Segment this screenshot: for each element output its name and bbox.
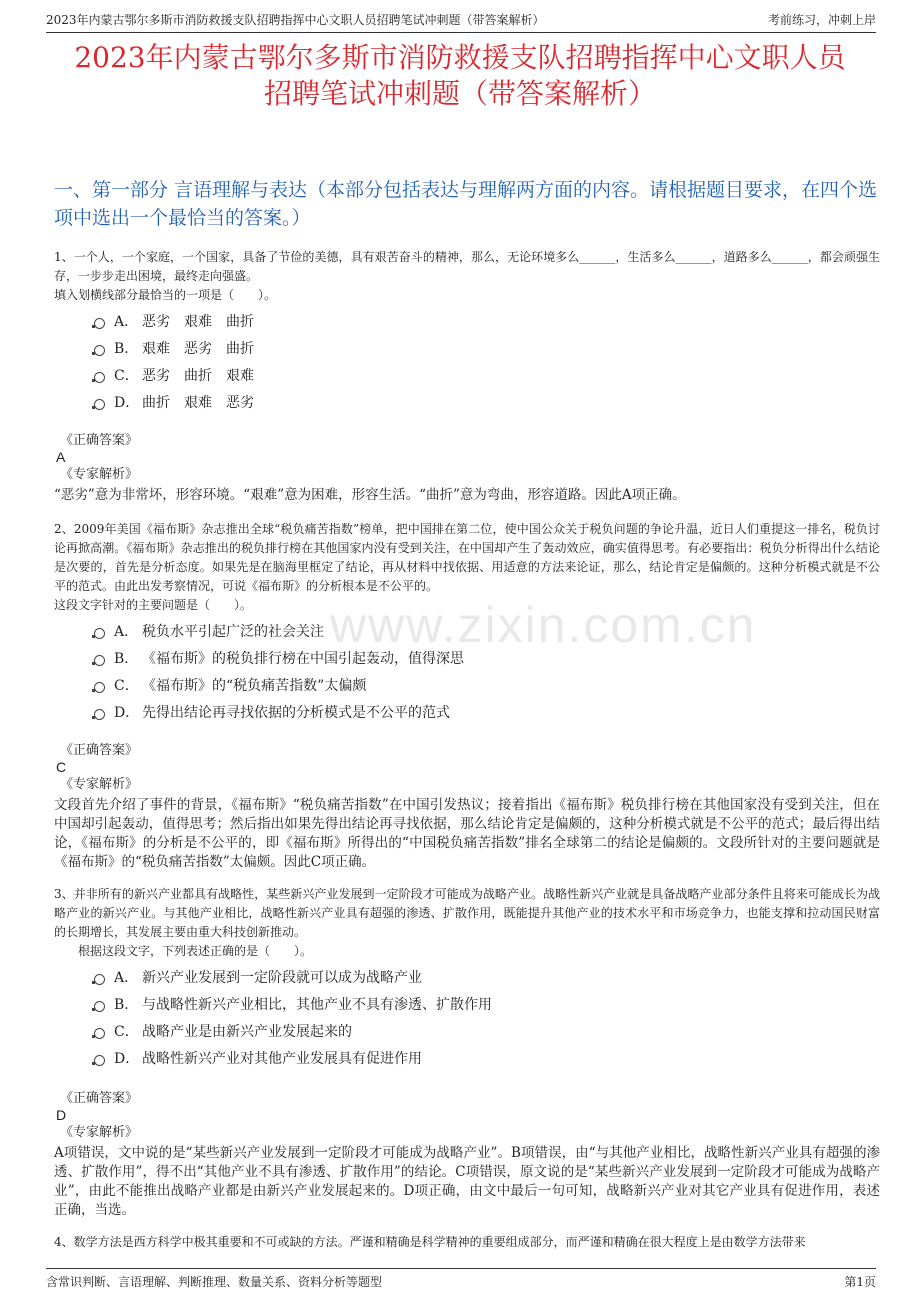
radio-icon[interactable] [94,1055,105,1066]
radio-icon[interactable] [94,682,105,693]
question-prompt: 填入划横线部分最恰当的一项是（ ）。 [54,288,277,302]
radio-icon[interactable] [94,655,105,666]
question-prompt: 根据这段文字，下列表述正确的是（ ）。 [78,944,313,958]
option-a[interactable]: A． 税负水平引起广泛的社会关注 [54,619,880,646]
option-text: 《福布斯》的“税负痛苦指数”太偏颇 [142,678,367,694]
answer-block-3 [54,1090,880,1141]
option-text: 与战略性新兴产业相比，其他产业不具有渗透、扩散作用 [142,997,492,1013]
answer-value: A [56,449,66,465]
footer-question-types: 含常识判断、言语理解、判断推理、数量关系、资料分析等题型 [46,1275,383,1289]
option-d[interactable]: D． 曲折 艰难 恶劣 [54,390,880,417]
option-b[interactable]: B． 与战略性新兴产业相比，其他产业不具有渗透、扩散作用 [54,992,880,1019]
document-title [30,40,890,112]
question-stem [54,248,880,305]
radio-icon[interactable] [94,372,105,383]
radio-icon[interactable] [94,318,105,329]
question-stem [54,885,880,961]
option-text: 税负水平引起广泛的社会关注 [142,624,324,640]
analysis-text-3: A项错误，文中说的是“某些新兴产业发展到一定阶段才可能成为战略产业”。B项错误，由“与其他产业相比，战略性新兴产业具有超强的渗透、扩散作用”，得不出“其他产业不具有渗透、扩散作用”的结论。C项错误，原文说的是“某些新兴产业发展到一定阶段才可能成为战略产业”，由此不能推出战略产业都是由新兴产业发展起来的。D项正确，由文中最后一句可知，战略新兴产业对其它产业具有促进作用，表述正确，当选。 [54,1145,880,1218]
question-stem-text: 1、一个人，一个家庭，一个国家，具备了节俭的美德，具有艰苦奋斗的精神，那么，无论环境多么______，生活多么______，道路多么______，都会顽强生存，一步步走出困境，最终走向强盛。 [54,250,880,283]
analysis-label: 《专家解析》 [60,777,139,792]
question-1 [54,248,880,417]
options-list [54,619,880,727]
question-stem [54,520,880,615]
title-line-1: 2023年内蒙古鄂尔多斯市消防救援支队招聘指挥中心文职人员 [74,41,846,74]
page-header [46,10,876,33]
header-slogan: 考前练习，冲刺上岸 [767,13,876,27]
option-text: 《福布斯》的税负排行榜在中国引起轰动，值得深思 [142,651,464,667]
radio-icon[interactable] [94,709,105,720]
analysis-label: 《专家解析》 [60,1125,139,1140]
answer-label: 《正确答案》 [60,433,139,448]
option-a[interactable]: A． 恶劣 艰难 曲折 [54,309,880,336]
answer-label: 《正确答案》 [60,743,139,758]
header-doc-title: 2023年内蒙古鄂尔多斯市消防救援支队招聘指挥中心文职人员招聘笔试冲刺题（带答案解析） [46,13,545,27]
watermark: www.zixin.com.cn [330,597,757,653]
option-text: 艰难 恶劣 曲折 [142,341,254,357]
analysis-text-1: “恶劣”意为非常坏，形容环境。“艰难”意为困难，形容生活。“曲折”意为弯曲，形容道路。因此A项正确。 [54,487,686,503]
question-prompt: 这段文字针对的主要问题是（ ）。 [54,598,253,612]
option-b[interactable]: B． 艰难 恶劣 曲折 [54,336,880,363]
radio-icon[interactable] [94,399,105,410]
question-3 [54,885,880,1073]
option-text: 战略性新兴产业对其他产业发展具有促进作用 [142,1051,422,1067]
option-text: 曲折 艰难 恶劣 [142,395,254,411]
analysis-text-2: 文段首先介绍了事件的背景，《福布斯》“税负痛苦指数”在中国引发热议；接着指出《福布斯》税负排行榜在其他国家没有受到关注，但在中国却引起轰动，值得思考；然后指出如果先得出结论再寻找依据，那么结论肯定是偏颇的，这种分析模式就是不公平的范式；最后得出结论，《福布斯》的分析是不公平的，即《福布斯》所得出的“中国税负痛苦指数”排名全球第二的结论是偏颇的。文段所针对的主要问题就是《福布斯》的“税负痛苦指数”太偏颇。因此C项正确。 [54,797,880,870]
radio-icon[interactable] [94,628,105,639]
option-text: 恶劣 曲折 艰难 [142,368,254,384]
radio-icon[interactable] [94,974,105,985]
question-2 [54,520,880,727]
option-text: 战略产业是由新兴产业发展起来的 [142,1024,352,1040]
title-line-2: 招聘笔试冲刺题（带答案解析） [263,77,656,110]
question-stem-text: 2、2009年美国《福布斯》杂志推出全球“税负痛苦指数”榜单，把中国排在第二位，使中国公众关于税负问题的争论升温，近日人们重提这一排名，税负讨论再掀高潮。《福布斯》杂志推出的税负排行榜在其他国家内没有受到关注，在中国却产生了轰动效应，确实值得思考。有必要指出：税负分析得出什么结论是次要的，首先是分析态度。如果先是在脑海里框定了结论，再从材料中找依据、用适意的方法来论证，那么，结论肯定是偏颇的。这种分析模式就是不公平的范式。由此出发考察情况，可说《福布斯》的分析根本是不公平的。 [54,522,880,593]
option-a[interactable]: A． 新兴产业发展到一定阶段就可以成为战略产业 [54,965,880,992]
option-c[interactable]: C． 战略产业是由新兴产业发展起来的 [54,1019,880,1046]
radio-icon[interactable] [94,1028,105,1039]
option-c[interactable]: C． 恶劣 曲折 艰难 [54,363,880,390]
option-d[interactable]: D． 战略性新兴产业对其他产业发展具有促进作用 [54,1046,880,1073]
options-list [54,965,880,1073]
option-c[interactable]: C． 《福布斯》的“税负痛苦指数”太偏颇 [54,673,880,700]
question-4-stem: 4、数学方法是西方科学中极其重要和不可或缺的方法。严谨和精确是科学精神的重要组成部分，而严谨和精确在很大程度上是由数学方法带来 [54,1235,806,1249]
radio-icon[interactable] [94,345,105,356]
option-d[interactable]: D． 先得出结论再寻找依据的分析模式是不公平的范式 [54,700,880,727]
option-b[interactable]: B． 《福布斯》的税负排行榜在中国引起轰动，值得深思 [54,646,880,673]
option-text: 恶劣 艰难 曲折 [142,314,254,330]
page-footer [46,1268,876,1291]
radio-icon[interactable] [94,1001,105,1012]
analysis-label: 《专家解析》 [60,467,139,482]
section-heading: 一、第一部分 言语理解与表达（本部分包括表达与理解两方面的内容。请根据题目要求，在四个选项中选出一个最恰当的答案。） [54,179,878,229]
option-text: 新兴产业发展到一定阶段就可以成为战略产业 [142,970,422,986]
answer-block-1 [54,432,880,483]
answer-block-2 [54,742,880,793]
option-text: 先得出结论再寻找依据的分析模式是不公平的范式 [142,705,450,721]
answer-value: C [56,759,67,775]
page-number: 第1页 [844,1275,876,1289]
answer-value: D [56,1107,67,1123]
answer-label: 《正确答案》 [60,1091,139,1106]
options-list [54,309,880,417]
question-stem-text: 3、并非所有的新兴产业都具有战略性，某些新兴产业发展到一定阶段才可能成为战略产业。战略性新兴产业就是具备战略产业部分条件且将来可能成长为战略产业的新兴产业。与其他产业相比，战略性新兴产业具有超强的渗透、扩散作用，既能提升其他产业的技术水平和市场竞争力，也能支撑和拉动国民财富的长期增长，其发展主要由重大科技创新推动。 [54,887,880,939]
